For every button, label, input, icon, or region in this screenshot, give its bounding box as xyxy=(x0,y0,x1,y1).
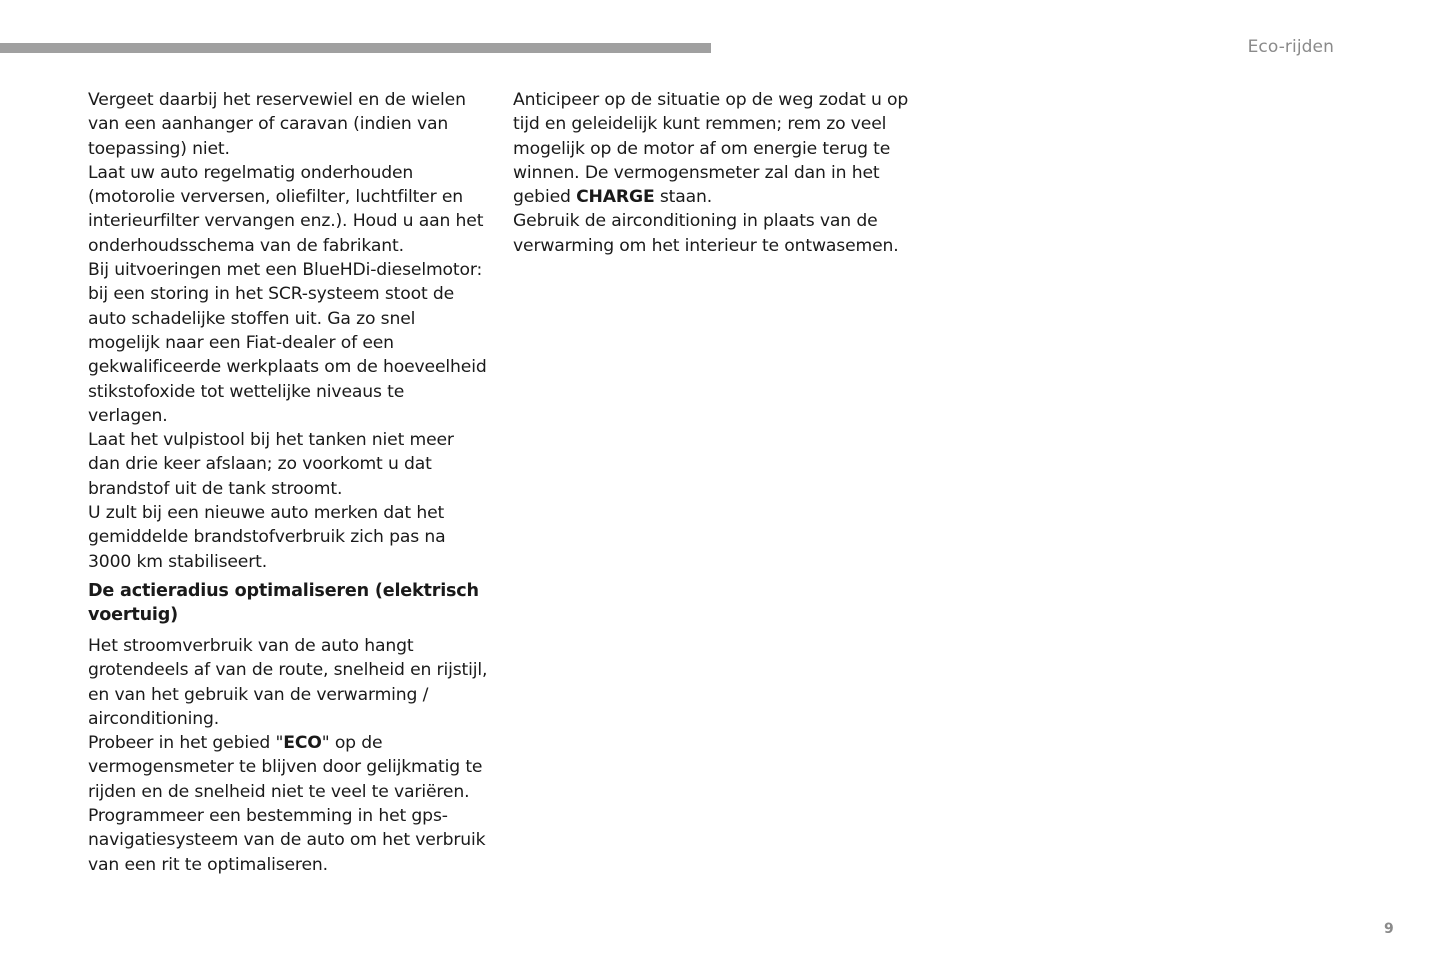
paragraph-anticipate xyxy=(513,88,913,209)
left-column xyxy=(88,88,488,877)
paragraph-maintenance: Laat uw auto regelmatig onderhouden (motorolie verversen, oliefilter, luchtfilter en interieurfilter vervangen enz.). Houd u aan het onderhoudsschema van de fabrikant. xyxy=(88,162,484,256)
charge-text-after: staan. xyxy=(654,187,713,208)
header-bar xyxy=(0,43,711,53)
paragraph-spare-wheel: Vergeet daarbij het reservewiel en de wielen van een aanhanger of caravan (indien van toepassing) niet. xyxy=(88,90,466,159)
section-heading-range: De actieradius optimaliseren (elektrisch voertuig) xyxy=(88,580,479,626)
paragraph-new-car-consumption: U zult bij een nieuwe auto merken dat het gemiddelde brandstofverbruik zich pas na 3000 km stabiliseert. xyxy=(88,503,446,572)
paragraph-fuel-nozzle: Laat het vulpistool bij het tanken niet meer dan drie keer afslaan; zo voorkomt u dat brandstof uit de tank stroomt. xyxy=(88,430,454,499)
eco-keyword: ECO xyxy=(283,733,322,754)
eco-text-before: Probeer in het gebied " xyxy=(88,733,284,754)
paragraph-gps-navigation: Programmeer een bestemming in het gps-navigatiesysteem van de auto om het verbruik van een rit te optimaliseren. xyxy=(88,806,486,875)
page-number: 9 xyxy=(1384,921,1394,937)
section-title: Eco-rijden xyxy=(1247,37,1334,57)
paragraph-airconditioning: Gebruik de airconditioning in plaats van de verwarming om het interieur te ontwasemen. xyxy=(513,211,899,256)
paragraph-bluehdi: Bij uitvoeringen met een BlueHDi-dieselmotor: bij een storing in het SCR-systeem stoot de auto schadelijke stoffen uit. Ga zo snel mogelijk naar een Fiat-dealer of een gekwalificeerde werkplaats om de hoeveelheid stikstofoxide tot wettelijke niveaus te verlagen. xyxy=(88,260,487,426)
eco-text-after: " op de vermogensmeter te blijven door gelijkmatig te rijden en de snelheid niet te veel te variëren. xyxy=(88,733,483,802)
right-column xyxy=(513,88,913,258)
paragraph-eco-zone xyxy=(88,731,488,804)
charge-text-before: Anticipeer op de situatie op de weg zodat u op tijd en geleidelijk kunt remmen; rem zo veel mogelijk op de motor af om energie terug te winnen. De vermogensmeter zal dan in het gebied xyxy=(513,90,909,208)
charge-keyword: CHARGE xyxy=(576,187,655,208)
paragraph-power-consumption: Het stroomverbruik van de auto hangt grotendeels af van de route, snelheid en rijstijl, en van het gebruik van de verwarming / airconditioning. xyxy=(88,635,488,729)
